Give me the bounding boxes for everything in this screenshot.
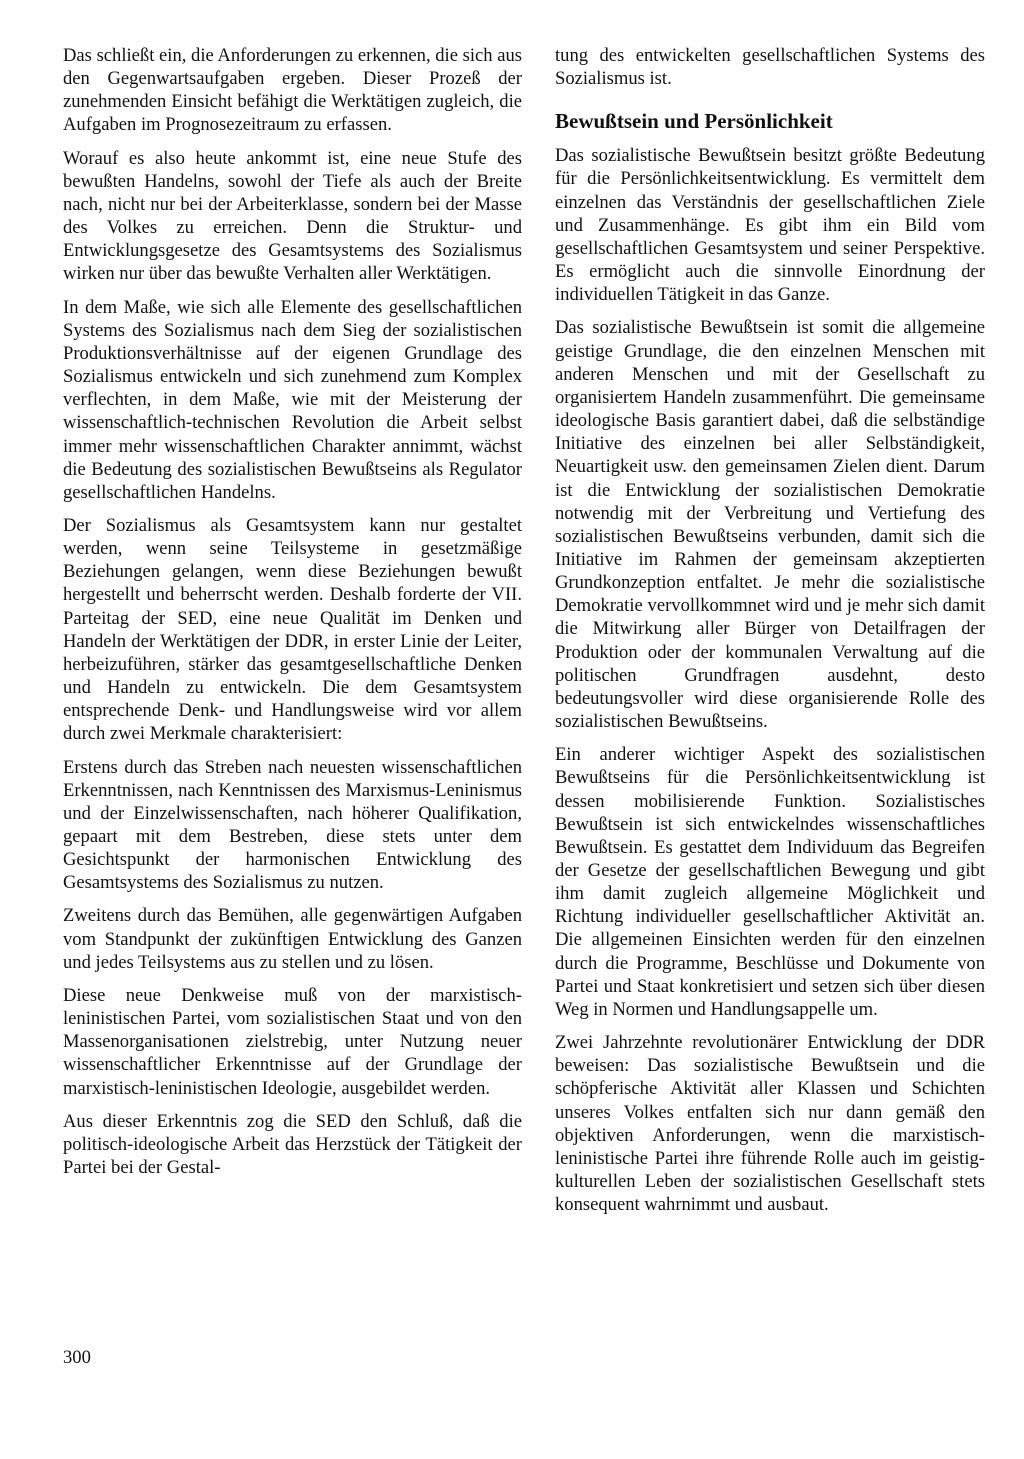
paragraph: Ein anderer wichtiger Aspekt des sozialistischen Bewußtseins für die Persönlichkeitsentwicklung ist dessen mobilisierende Funktion. Sozialistisches Bewußtsein ist sich entwickelndes wissenschaftliches Bewußtsein. Es gestattet dem Individuum das Begreifen der Gesetze der gesellschaftlichen Bewegung und gibt ihm damit zugleich allgemeine Möglichkeit und Richtung individueller gesellschaftlicher Aktivität an. Die allgemeinen Einsichten werden für den einzelnen durch die Programme, Beschlüsse und Dokumente von Partei und Staat konkretisiert und setzen sich über diesen Weg in Normen und Handlungsappelle um.: [555, 744, 985, 1020]
paragraph: Das schließt ein, die Anforderungen zu erkennen, die sich aus den Gegenwartsaufgaben ergeben. Dieser Prozeß der zunehmenden Einsicht befähigt die Werktätigen zugleich, die Aufgaben im Prognosezeitraum zu erfassen.: [63, 45, 523, 136]
continued-paragraph: tung des entwickelten gesellschaftlichen Systems des Sozialismus ist.: [555, 45, 985, 90]
paragraph: In dem Maße, wie sich alle Elemente des gesellschaftlichen Systems des Sozialismus nach dem Sieg der sozialistischen Produktionsverhältnisse auf der eigenen Grundlage des Sozialismus entwickeln und sich zunehmend zum Komplex verflechten, in dem Maße, wie mit der Meisterung der wissenschaftlich-technischen Revolution die Arbeit selbst immer mehr wissenschaftlichen Charakter annimmt, wächst die Bedeutung des sozialistischen Bewußtseins als Regulator gesellschaftlichen Handelns.: [63, 296, 522, 503]
paragraph: Zwei Jahrzehnte revolutionärer Entwicklung der DDR beweisen: Das sozialistische Bewußtsein und die schöpferische Aktivität aller Klassen und Schichten unseres Volkes entfalten sich nur dann gemäß den objektiven Anforderungen, wenn die marxistisch-leninistische Partei ihre führende Rolle auch im geistig-kulturellen Leben der sozialistischen Gesellschaft stets konsequent wahrnimmt und ausbaut.: [555, 1032, 985, 1216]
page-number: 300: [63, 1347, 91, 1368]
paragraph: Aus dieser Erkenntnis zog die SED den Schluß, daß die politisch-ideologische Arbeit das Herzstück der Tätigkeit der Partei bei der Gestal-: [63, 1110, 522, 1179]
paragraph: Diese neue Denkweise muß von der marxistisch-leninistischen Partei, vom sozialistischen Staat und von den Massenorganisationen zielstrebig, unter Nutzung neuer wissenschaftlicher Erkenntnisse auf der Grundlage der marxistisch-leninistischen Ideologie, ausgebildet werden.: [63, 984, 522, 1099]
paragraph: Der Sozialismus als Gesamtsystem kann nur gestaltet werden, wenn seine Teilsysteme in gesetzmäßige Beziehungen gelangen, wenn diese Beziehungen bewußt hergestellt und beherrscht werden. Deshalb forderte der VII. Parteitag der SED, eine neue Qualität im Denken und Handeln der Werktätigen der DDR, in erster Linie der Leiter, herbeizuführen, stärker das gesamtgesellschaftliche Denken und Handeln zu entwickeln. Die dem Gesamtsystem entsprechende Denk- und Handlungsweise wird vor allem durch zwei Merkmale charakterisiert:: [63, 514, 522, 745]
paragraph: Erstens durch das Streben nach neuesten wissenschaftlichen Erkenntnissen, nach Kenntnissen des Marxismus-Leninismus und der Einzelwissenschaften, nach höherer Qualifikation, gepaart mit dem Bestreben, diese stets unter dem Gesichtspunkt der harmonischen Entwicklung des Gesamtsystems des Sozialismus zu nutzen.: [63, 756, 522, 894]
paragraph: Worauf es also heute ankommt ist, eine neue Stufe des bewußten Handelns, sowohl der Tiefe als auch der Breite nach, nicht nur bei der Arbeiterklasse, sondern bei der Masse des Volkes zu erreichen. Denn die Struktur- und Entwicklungsgesetze des Gesamtsystems des Sozialismus wirken nur über das bewußte Verhalten aller Werktätigen.: [63, 147, 522, 285]
paragraph: Das sozialistische Bewußtsein besitzt größte Bedeutung für die Persönlichkeitsentwicklung. Es vermittelt dem einzelnen das Verständnis der gesellschaftlichen Ziele und Zusammenhänge. Es gibt ihm ein Bild vom gesellschaftlichen Gesamtsystem und seiner Perspektive. Es ermöglicht auch die sinnvolle Einordnung der individuellen Tätigkeit in das Ganze.: [555, 145, 985, 306]
paragraph: Zweitens durch das Bemühen, alle gegenwärtigen Aufgaben vom Standpunkt der zukünftigen Entwicklung des Ganzen und jedes Teilsystems aus zu stellen und zu lösen.: [63, 905, 522, 973]
section-heading: Bewußtsein und Persönlichkeit: [555, 109, 833, 134]
left-column: [63, 44, 522, 1189]
paragraph: Das sozialistische Bewußtsein ist somit die allgemeine geistige Grundlage, die den einzelnen Menschen mit anderen Menschen und mit der Gesellschaft zu organisiertem Handeln zusammenführt. Die gemeinsame ideologische Basis garantiert dabei, daß die selbständige Initiative des einzelnen bei aller Selbständigkeit, Neuartigkeit usw. den gemeinsamen Zielen dient. Darum ist die Entwicklung der sozialistischen Demokratie notwendig mit der Verbreitung und Vertiefung des sozialistischen Bewußtseins verbunden, damit sich die Initiative im Rahmen der gemeinsam akzeptierten Grundkonzeption entfaltet. Je mehr die sozialistische Demokratie vervollkommnet wird und je mehr sich damit die Mitwirkung aller Bürger von Detailfragen der Produktion oder der kommunalen Verwaltung auf die politischen Grundfragen ausdehnt, desto bedeutungsvoller wird diese organisierende Rolle des sozialistischen Bewußtseins.: [555, 317, 985, 733]
right-column: [555, 44, 985, 1226]
